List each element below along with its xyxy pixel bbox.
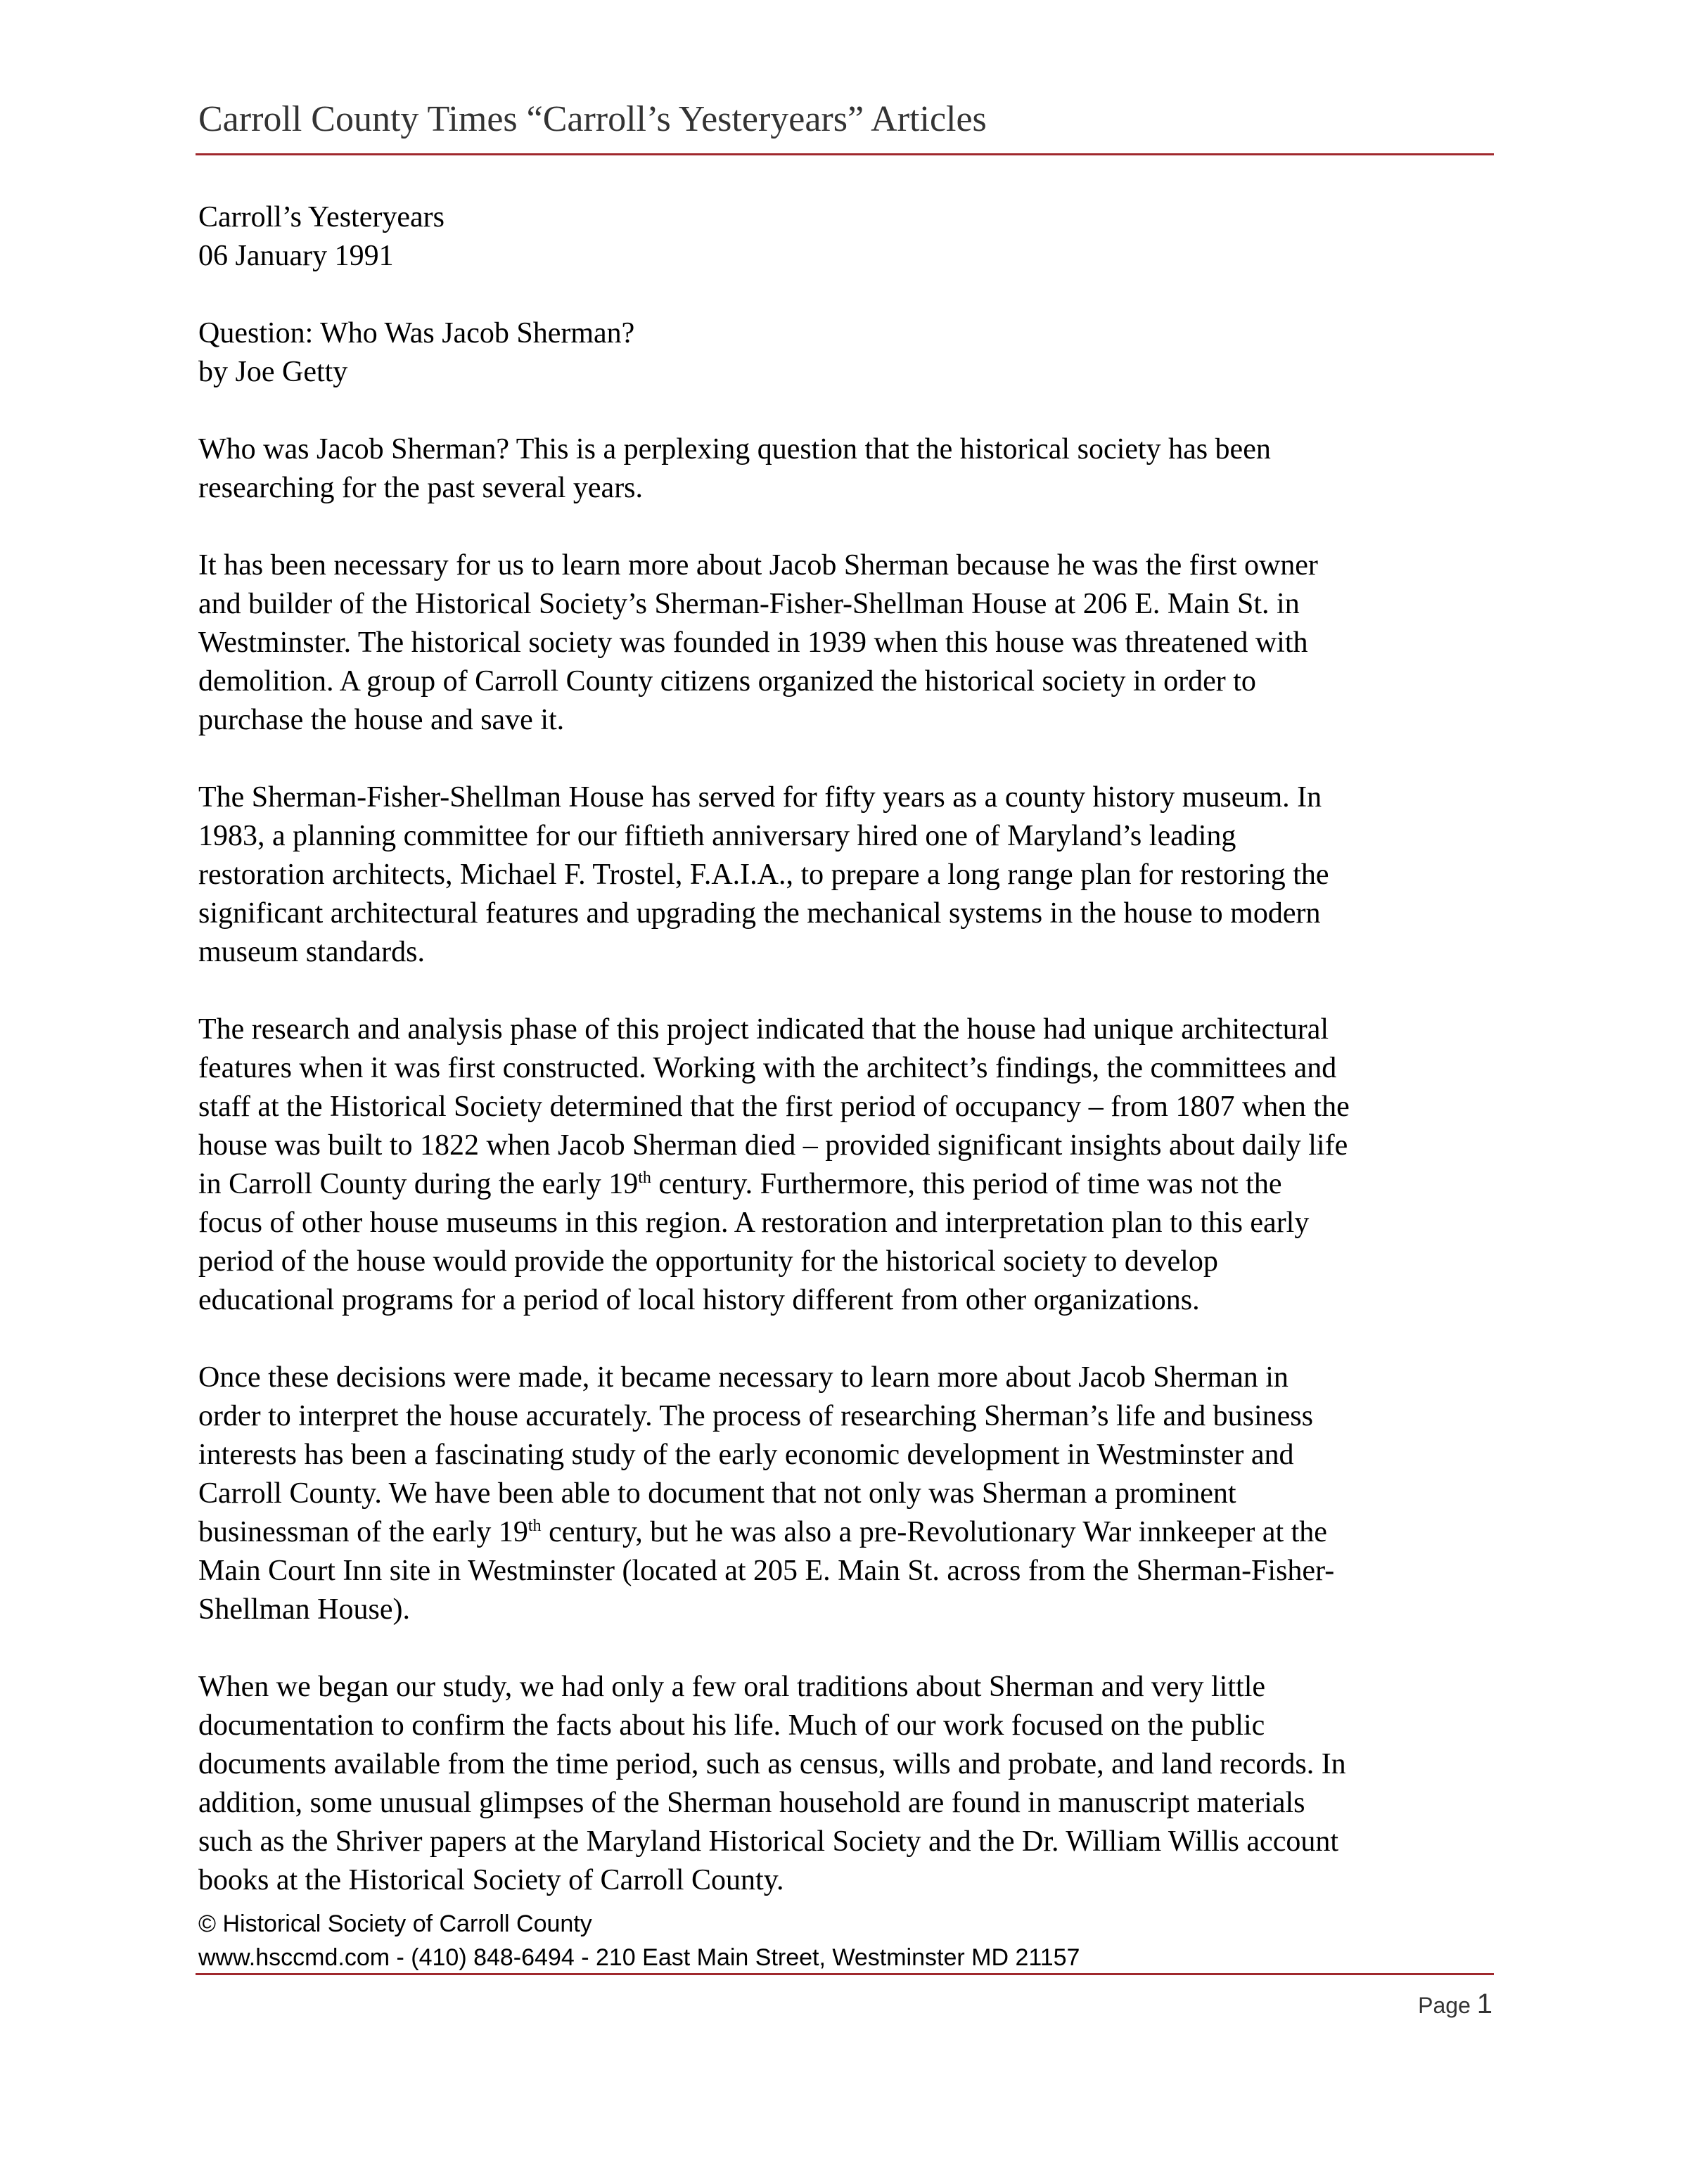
article-date: 06 January 1991 (198, 240, 394, 272)
paragraph-line: addition, some unusual glimpses of the Sherman household are found in manuscript materials (198, 1787, 1305, 1819)
article-paragraph (198, 1358, 1492, 1629)
paragraph-line: Westminster. The historical society was founded in 1939 when this house was threatened with (198, 627, 1308, 659)
article-body (198, 198, 1492, 1939)
article-paragraph (198, 546, 1492, 740)
article-paragraph (198, 430, 1492, 508)
paragraph-line: The research and analysis phase of this project indicated that the house had unique architectural (198, 1013, 1329, 1046)
paragraph-line: It has been necessary for us to learn more about Jacob Sherman because he was the first owner (198, 549, 1318, 582)
ordinal-superscript: th (528, 1517, 542, 1535)
paragraph-line: museum standards. (198, 936, 425, 968)
paragraph-line: staff at the Historical Society determined that the first period of occupancy – from 1807 when the (198, 1091, 1350, 1123)
paragraph-line: significant architectural features and upgrading the mechanical systems in the house to modern (198, 897, 1321, 930)
paragraph-line: interests has been a fascinating study of the early economic development in Westminster and (198, 1439, 1294, 1471)
paragraph-line: documentation to confirm the facts about his life. Much of our work focused on the public (198, 1709, 1265, 1742)
article-paragraphs (198, 430, 1492, 1900)
article-question: Question: Who Was Jacob Sherman? (198, 317, 635, 349)
paragraph-line: Shellman House). (198, 1593, 410, 1626)
page-number (1418, 1989, 1492, 2020)
column-name: Carroll’s Yesteryears (198, 201, 445, 233)
paragraph-line: Carroll County. We have been able to document that not only was Sherman a prominent (198, 1477, 1236, 1510)
paragraph-line: Main Court Inn site in Westminster (located at 205 E. Main St. across from the Sherman-Fisher- (198, 1555, 1335, 1587)
paragraph-line: 1983, a planning committee for our fiftieth anniversary hired one of Maryland’s leading (198, 820, 1236, 852)
paragraph-line: When we began our study, we had only a few oral traditions about Sherman and very little (198, 1671, 1266, 1703)
footer (198, 1907, 1080, 1974)
article-meta (198, 198, 1492, 276)
paragraph-line: restoration architects, Michael F. Trostel, F.A.I.A., to prepare a long range plan for restoring the (198, 859, 1329, 891)
paragraph-line: features when it was first constructed. Working with the architect’s findings, the committees and (198, 1052, 1337, 1084)
paragraph-line: in Carroll County during the early 19th century. Furthermore, this period of time was not the (198, 1168, 1282, 1200)
footer-contact: www.hsccmd.com - (410) 848-6494 - 210 East Main Street, Westminster MD 21157 (198, 1944, 1080, 1971)
article-byline: by Joe Getty (198, 356, 348, 388)
paragraph-line: focus of other house museums in this region. A restoration and interpretation plan to this early (198, 1207, 1310, 1239)
footer-copyright: © Historical Society of Carroll County (198, 1910, 592, 1937)
paragraph-line: educational programs for a period of local history different from other organizations. (198, 1284, 1200, 1316)
paragraph-line: Who was Jacob Sherman? This is a perplexing question that the historical society has been (198, 433, 1271, 465)
paragraph-line: and builder of the Historical Society’s Sherman-Fisher-Shellman House at 206 E. Main St. in (198, 588, 1300, 620)
page-number-value: 1 (1476, 1989, 1492, 2019)
article-heading (198, 314, 1492, 392)
paragraph-line: purchase the house and save it. (198, 704, 565, 736)
paragraph-line: period of the house would provide the opportunity for the historical society to develop (198, 1245, 1218, 1278)
paragraph-line: house was built to 1822 when Jacob Sherman died – provided significant insights about daily life (198, 1129, 1348, 1162)
paragraph-line: researching for the past several years. (198, 472, 644, 504)
paragraph-line: documents available from the time period, such as census, wills and probate, and land records. In (198, 1748, 1346, 1780)
paragraph-line: order to interpret the house accurately. The process of researching Sherman’s life and business (198, 1400, 1313, 1432)
article-paragraph (198, 778, 1492, 972)
article-paragraph (198, 1010, 1492, 1320)
ordinal-superscript: th (638, 1169, 651, 1187)
paragraph-line: demolition. A group of Carroll County citizens organized the historical society in order to (198, 665, 1256, 698)
paragraph-line: such as the Shriver papers at the Maryland Historical Society and the Dr. William Willis account (198, 1825, 1338, 1858)
paragraph-line: books at the Historical Society of Carroll County. (198, 1864, 784, 1896)
running-header-title: Carroll County Times “Carroll’s Yesteryears” Articles (198, 99, 987, 139)
header-rule (196, 153, 1494, 155)
article-paragraph (198, 1668, 1492, 1900)
page-label: Page (1418, 1993, 1471, 2018)
paragraph-line: The Sherman-Fisher-Shellman House has served for fifty years as a county history museum. In (198, 781, 1322, 814)
paragraph-line: businessman of the early 19th century, but he was also a pre-Revolutionary War innkeeper at the (198, 1516, 1327, 1548)
paragraph-line: Once these decisions were made, it became necessary to learn more about Jacob Sherman in (198, 1361, 1289, 1394)
